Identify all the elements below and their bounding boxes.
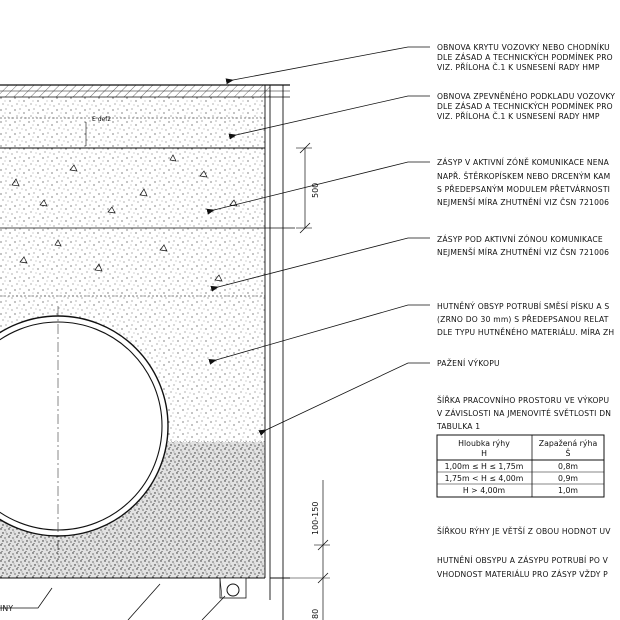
callout-1-line-3: VIZ. PŘÍLOHA Č.1 K USNESENÍ RADY HMP <box>437 63 600 72</box>
callout-6 <box>437 359 500 368</box>
width-note-line-1: ŠÍŘKA PRACOVNÍHO PROSTORU VE VÝKOPU <box>437 396 610 405</box>
callout-1 <box>437 43 613 72</box>
table-header-width: Zapažená rýha <box>538 439 598 448</box>
callout-5-line-2: (ZRNO DO 30 mm) S PŘEDEPSANOU RELAT <box>437 315 609 324</box>
trench-width-table <box>437 435 604 497</box>
dimension-80 <box>311 578 323 620</box>
width-note-line-2: V ZÁVISLOSTI NA JMENOVITÉ SVĚTLOSTI DN <box>437 409 612 418</box>
table-row-2-width: 0,9m <box>558 474 578 483</box>
callout-4-line-2: NEJMENŠÍ MÍRA ZHUTNĚNÍ VIZ ČSN 721006 <box>437 248 610 257</box>
callout-4 <box>437 235 609 257</box>
width-note <box>436 396 611 431</box>
callout-3-line-4: NEJMENŠÍ MÍRA ZHUTNĚNÍ VIZ ČSN 721006 <box>437 198 610 207</box>
callout-5-line-3: DLE TYPU HUTNĚNÉHO MATERIÁLU. MÍRA ZH <box>437 328 615 337</box>
callout-4-line-1: ZÁSYP POD AKTIVNÍ ZÓNOU KOMUNIKACE <box>437 235 603 244</box>
note-trench-width: ŠÍŘKOU RÝHY JE VĚTŠÍ Z OBOU HODNOT UV <box>437 527 611 536</box>
dim-80-text: 80 <box>311 608 320 619</box>
dim-100-150-text: 100-150 <box>311 501 320 535</box>
drain-pipe <box>220 578 246 598</box>
table-row-3-depth: H > 4,00m <box>462 486 506 495</box>
callout-5 <box>437 302 614 337</box>
callout-2 <box>437 92 615 121</box>
callout-5-line-1: HUTNĚNÝ OBSYP POTRUBÍ SMĚSÍ PÍSKU A S <box>437 302 610 311</box>
table-header-width-symbol: Š <box>565 449 571 458</box>
callout-3 <box>437 158 610 207</box>
callout-2-line-1: OBNOVA ZPEVNĚNÉHO PODKLADU VOZOVKY <box>437 92 616 101</box>
road-base-layer <box>0 97 265 148</box>
callout-2-line-3: VIZ. PŘÍLOHA Č.1 K USNESENÍ RADY HMP <box>437 112 600 121</box>
callout-2-line-2: DLE ZÁSAD A TECHNICKÝCH PODMÍNEK PRO <box>437 102 613 111</box>
callout-1-line-2: DLE ZÁSAD A TECHNICKÝCH PODMÍNEK PRO <box>437 53 613 62</box>
dimension-500 <box>296 143 320 233</box>
callout-1-line-1: OBNOVA KRYTU VOZOVKY NEBO CHODNÍKU <box>437 43 610 52</box>
active-zone-backfill <box>0 148 295 228</box>
edef-label: E def2 <box>92 116 112 123</box>
left-fragment-label: INY <box>0 604 14 613</box>
table-row-1-depth: 1,00m ≤ H ≤ 1,75m <box>444 462 524 471</box>
backfill-below-active-zone <box>0 228 265 296</box>
callout-6-line-1: PAŽENÍ VÝKOPU <box>437 359 500 368</box>
table-header-depth-symbol: H <box>481 449 487 458</box>
table-row-1-width: 0,8m <box>558 462 578 471</box>
callout-3-line-3: S PŘEDEPSANÝM MODULEM PŘETVÁRNOSTI <box>437 185 611 194</box>
note-compaction <box>437 556 609 579</box>
table-row-2-depth: 1,75m < H ≤ 4,00m <box>444 474 524 483</box>
dim-500-text: 500 <box>311 182 320 198</box>
pavement-layer <box>0 85 290 97</box>
note-compaction-line-1: HUTNĚNÍ OBSYPU A ZÁSYPU POTRUBÍ PO V <box>437 556 609 565</box>
table-row-3-width: 1,0m <box>558 486 578 495</box>
trench-sheeting <box>265 85 330 620</box>
callout-3-line-2: NAPŘ. ŠTĚRKOPÍSKEM NEBO DRCENÝM KAM <box>437 172 611 181</box>
note-compaction-line-2: VHODNOST MATERIÁLU PRO ZÁSYP VŽDY P <box>437 570 608 579</box>
dimension-100-150 <box>311 480 330 583</box>
callout-3-line-1: ZÁSYP V AKTIVNÍ ZÓNĚ KOMUNIKACE NENA <box>437 158 610 167</box>
width-note-line-3: TABULKA 1 <box>437 422 481 431</box>
table-header-depth: Hloubka rýhy <box>458 439 510 448</box>
